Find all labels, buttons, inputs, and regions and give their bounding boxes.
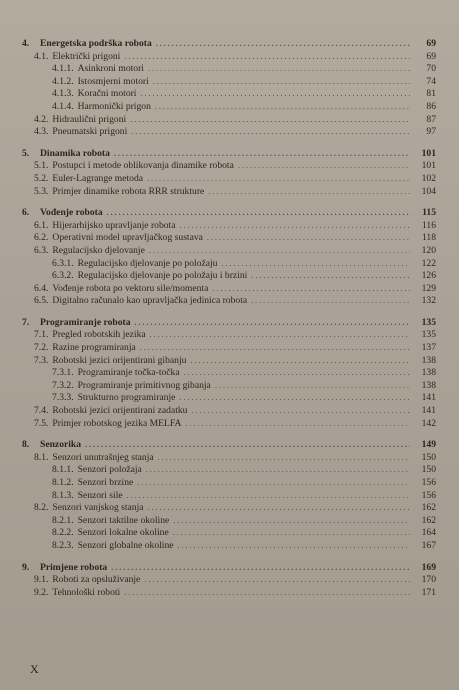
toc-title: Senzori sile [77,489,123,501]
toc-page-number: 170 [421,574,436,586]
toc-subsection [22,101,436,114]
toc-number: 4.2. [34,113,49,125]
toc-number: 6.2. [34,232,49,244]
chapter-spacer [22,139,436,148]
dot-leader [137,477,410,490]
toc-page-number: 156 [421,489,436,501]
dot-leader [146,464,410,477]
dot-leader [114,148,410,161]
toc-number: 8.1.3. [52,489,74,501]
toc-title: Električki prigoni [52,50,121,62]
toc-number: 8.1.2. [52,477,74,488]
toc-section [22,245,436,258]
toc-page-number: 135 [421,316,436,328]
toc-title: Primjene robota [40,561,108,573]
toc-section [22,295,436,308]
toc-number: 7.4. [34,405,49,417]
dot-leader [173,527,410,540]
toc-subsection [22,490,436,503]
toc-page-number: 69 [426,38,436,49]
toc-chapter [22,439,436,452]
toc-section [22,283,436,296]
toc-number: 8.1.1. [52,464,74,476]
dot-leader [238,160,410,173]
dot-leader [251,270,410,283]
toc-number: 4.1.1. [52,63,74,75]
toc-section [22,574,436,587]
chapter-spacer [22,308,436,317]
toc-page-number: 104 [421,185,436,197]
toc-page-number: 138 [421,379,436,391]
dot-leader [135,317,411,330]
toc-chapter-block [22,562,436,600]
toc-number: 6.4. [34,282,49,294]
toc-title: Regulacijsko djelovanje po položaju i brzini [77,270,248,282]
toc-page-number: 141 [421,405,436,417]
toc-section [22,502,436,515]
dot-leader [111,562,410,575]
toc-subsection [22,76,436,89]
toc-page-number: 171 [421,586,436,598]
toc-title: Senzori globalne okoline [77,539,174,551]
toc-number: 4.1.4. [52,100,74,112]
toc-title: Senzori brzine [77,477,134,488]
dot-leader [140,88,410,101]
toc-title: Strukturno programiranje [77,392,176,404]
toc-section [22,232,436,245]
toc-page-number: 115 [422,207,436,219]
toc-title: Primjer robotskog jezika MELFA [52,417,182,429]
toc-title: Senzori položaja [77,464,142,476]
dot-leader [124,587,410,600]
toc-title: Roboti za opsluživanje [52,574,141,586]
toc-number: 7.3.1. [52,367,74,379]
toc-number: 7. [22,316,30,328]
dot-leader [184,367,410,380]
chapter-spacer [22,430,436,439]
toc-section [22,342,436,355]
toc-subsection [22,540,436,553]
toc-number: 7.5. [34,417,49,429]
toc-title: Vođenje robota po vektoru sile/momenta [52,282,209,294]
toc-number: 9.1. [34,574,49,586]
toc-number: 6.5. [34,295,49,307]
toc-title: Koračni motori [77,88,137,100]
toc-number: 7.3.2. [52,379,74,391]
toc-page-number: 162 [421,514,436,526]
toc-section [22,126,436,139]
toc-title: Hijerarhijsko upravljanje robota [52,219,176,231]
toc-page-number: 164 [421,527,436,539]
toc-number: 8.2.2. [52,527,74,539]
toc-section [22,355,436,368]
toc-page-number: 74 [426,75,436,87]
table-of-contents [22,38,436,599]
toc-number: 5.3. [34,185,49,197]
toc-page-number: 102 [421,172,436,184]
toc-subsection [22,392,436,405]
chapter-spacer [22,553,436,562]
toc-section [22,329,436,342]
dot-leader [130,114,410,127]
dot-leader [158,452,410,465]
toc-number: 8.2.1. [52,514,74,526]
dot-leader [85,439,410,452]
toc-title: Senzorika [40,439,82,451]
toc-title: Senzori lokalne okoline [77,527,169,539]
toc-number: 9.2. [34,586,49,598]
toc-title: Senzori vanjskog stanja [52,502,144,514]
toc-number: 9. [22,561,30,573]
toc-subsection [22,380,436,393]
chapter-spacer [22,198,436,207]
toc-section [22,173,436,186]
toc-title: Robotski jezici orijentirani zadatku [52,405,188,417]
toc-page-number: 101 [421,147,436,159]
dot-leader [173,515,410,528]
toc-page-number: 120 [421,244,436,256]
toc-number: 5.1. [34,160,49,172]
dot-leader [178,540,410,553]
dot-leader [127,490,410,503]
dot-leader [156,38,410,51]
toc-title: Pneumatski prigoni [52,126,128,138]
dot-leader [215,380,410,393]
toc-title: Programiranje robota [40,316,131,328]
toc-subsection [22,515,436,528]
toc-section [22,114,436,127]
dot-leader [155,101,410,114]
toc-title: Senzori unutrašnjeg stanja [52,451,154,463]
toc-title: Asinkroni motori [77,63,144,75]
toc-number: 6. [22,207,30,219]
toc-chapter-block [22,317,436,430]
toc-page-number: 101 [421,160,436,172]
toc-page-number: 86 [426,100,436,112]
toc-title: Operativni model upravljačkog sustava [52,232,203,244]
toc-section [22,405,436,418]
toc-title: Regulacijsko djelovanje po položaju [77,257,218,269]
dot-leader [147,173,410,186]
toc-chapter [22,38,436,51]
toc-page-number: 150 [421,451,436,463]
toc-title: Hidraulični prigoni [52,113,127,125]
toc-page-number: 135 [421,329,436,341]
dot-leader [190,355,410,368]
toc-number: 8.2. [34,502,49,514]
toc-title: Senzori taktilne okoline [77,514,170,526]
toc-number: 4.1.2. [52,75,74,87]
toc-number: 5. [22,147,30,159]
toc-page-number: 87 [426,113,436,125]
toc-page-number: 69 [426,50,436,62]
toc-page-number: 81 [426,88,436,100]
toc-number: 4. [22,38,30,49]
toc-title: Istosmjerni motori [77,75,149,87]
dot-leader [221,258,410,271]
toc-number: 4.1. [34,50,49,62]
toc-number: 8.2.3. [52,539,74,551]
toc-number: 4.3. [34,126,49,138]
toc-page-number: 167 [421,539,436,551]
toc-section [22,160,436,173]
toc-section [22,587,436,600]
toc-number: 7.3. [34,354,49,366]
dot-leader [191,405,410,418]
toc-page-number: 138 [421,354,436,366]
dot-leader [150,329,410,342]
toc-title: Programiranje točka-točka [77,367,180,379]
toc-page-number: 156 [421,477,436,488]
dot-leader [208,186,410,199]
toc-page-number: 141 [421,392,436,404]
toc-title: Programiranje primitivnog gibanja [77,379,211,391]
toc-chapter-block [22,148,436,198]
toc-title: Vođenje robota [40,207,103,219]
toc-page-number: 126 [421,270,436,282]
toc-section [22,452,436,465]
toc-section [22,186,436,199]
toc-title: Energetska podrška robota [40,38,152,49]
toc-subsection [22,258,436,271]
toc-title: Razine programiranja [52,342,136,354]
toc-title: Regulacijsko djelovanje [52,244,145,256]
toc-subsection [22,367,436,380]
toc-subsection [22,63,436,76]
dot-leader [148,63,410,76]
toc-subsection [22,477,436,490]
toc-section [22,51,436,64]
toc-subsection [22,88,436,101]
toc-title: Harmonički prigon [77,100,151,112]
toc-title: Digitalno računalo kao upravljačka jedinica robota [52,295,248,307]
toc-title: Euler-Lagrange metoda [52,172,144,184]
toc-section [22,418,436,431]
toc-number: 8.1. [34,451,49,463]
toc-section [22,220,436,233]
toc-title: Postupci i metode oblikovanja dinamike robota [52,160,234,172]
dot-leader [144,574,410,587]
toc-chapter-block [22,439,436,552]
toc-number: 7.1. [34,329,49,341]
toc-title: Pregled robotskih jezika [52,329,146,341]
dot-leader [140,342,410,355]
toc-number: 7.2. [34,342,49,354]
toc-number: 6.3.2. [52,270,74,282]
toc-chapter [22,207,436,220]
page-number: X [30,662,40,676]
toc-title: Robotski jezici orijentirani gibanju [52,354,187,366]
dot-leader [107,207,410,220]
toc-number: 5.2. [34,172,49,184]
toc-subsection [22,464,436,477]
toc-title: Primjer dinamike robota RRR strukture [52,185,205,197]
dot-leader [212,283,410,296]
toc-number: 7.3.3. [52,392,74,404]
dot-leader [179,220,410,233]
dot-leader [124,51,410,64]
toc-page-number: 116 [421,219,436,231]
toc-page-number: 132 [421,295,436,307]
toc-page-number: 162 [421,502,436,514]
dot-leader [149,245,410,258]
toc-page-number: 97 [426,126,436,138]
toc-page-number: 118 [421,232,436,244]
toc-page-number: 129 [421,282,436,294]
toc-subsection [22,270,436,283]
toc-page-number: 149 [421,439,436,451]
toc-chapter [22,317,436,330]
dot-leader [148,502,410,515]
toc-title: Dinamika robota [40,147,110,159]
toc-page-number: 122 [421,257,436,269]
toc-page-number: 150 [421,464,436,476]
toc-page-number: 70 [426,63,436,75]
toc-page-number: 169 [421,561,436,573]
toc-number: 4.1.3. [52,88,74,100]
toc-subsection [22,527,436,540]
toc-number: 6.1. [34,219,49,231]
toc-chapter-block [22,207,436,308]
dot-leader [179,392,410,405]
toc-title: Tehnološki roboti [52,586,121,598]
toc-page-number: 138 [421,367,436,379]
toc-chapter [22,562,436,575]
toc-page-number: 142 [421,417,436,429]
dot-leader [251,295,410,308]
toc-number: 6.3.1. [52,257,74,269]
dot-leader [207,232,410,245]
dot-leader [153,76,410,89]
toc-number: 8. [22,439,30,451]
toc-chapter [22,148,436,161]
dot-leader [131,126,410,139]
toc-chapter-block [22,38,436,139]
dot-leader [185,418,410,431]
toc-number: 6.3. [34,244,49,256]
toc-page-number: 137 [421,342,436,354]
